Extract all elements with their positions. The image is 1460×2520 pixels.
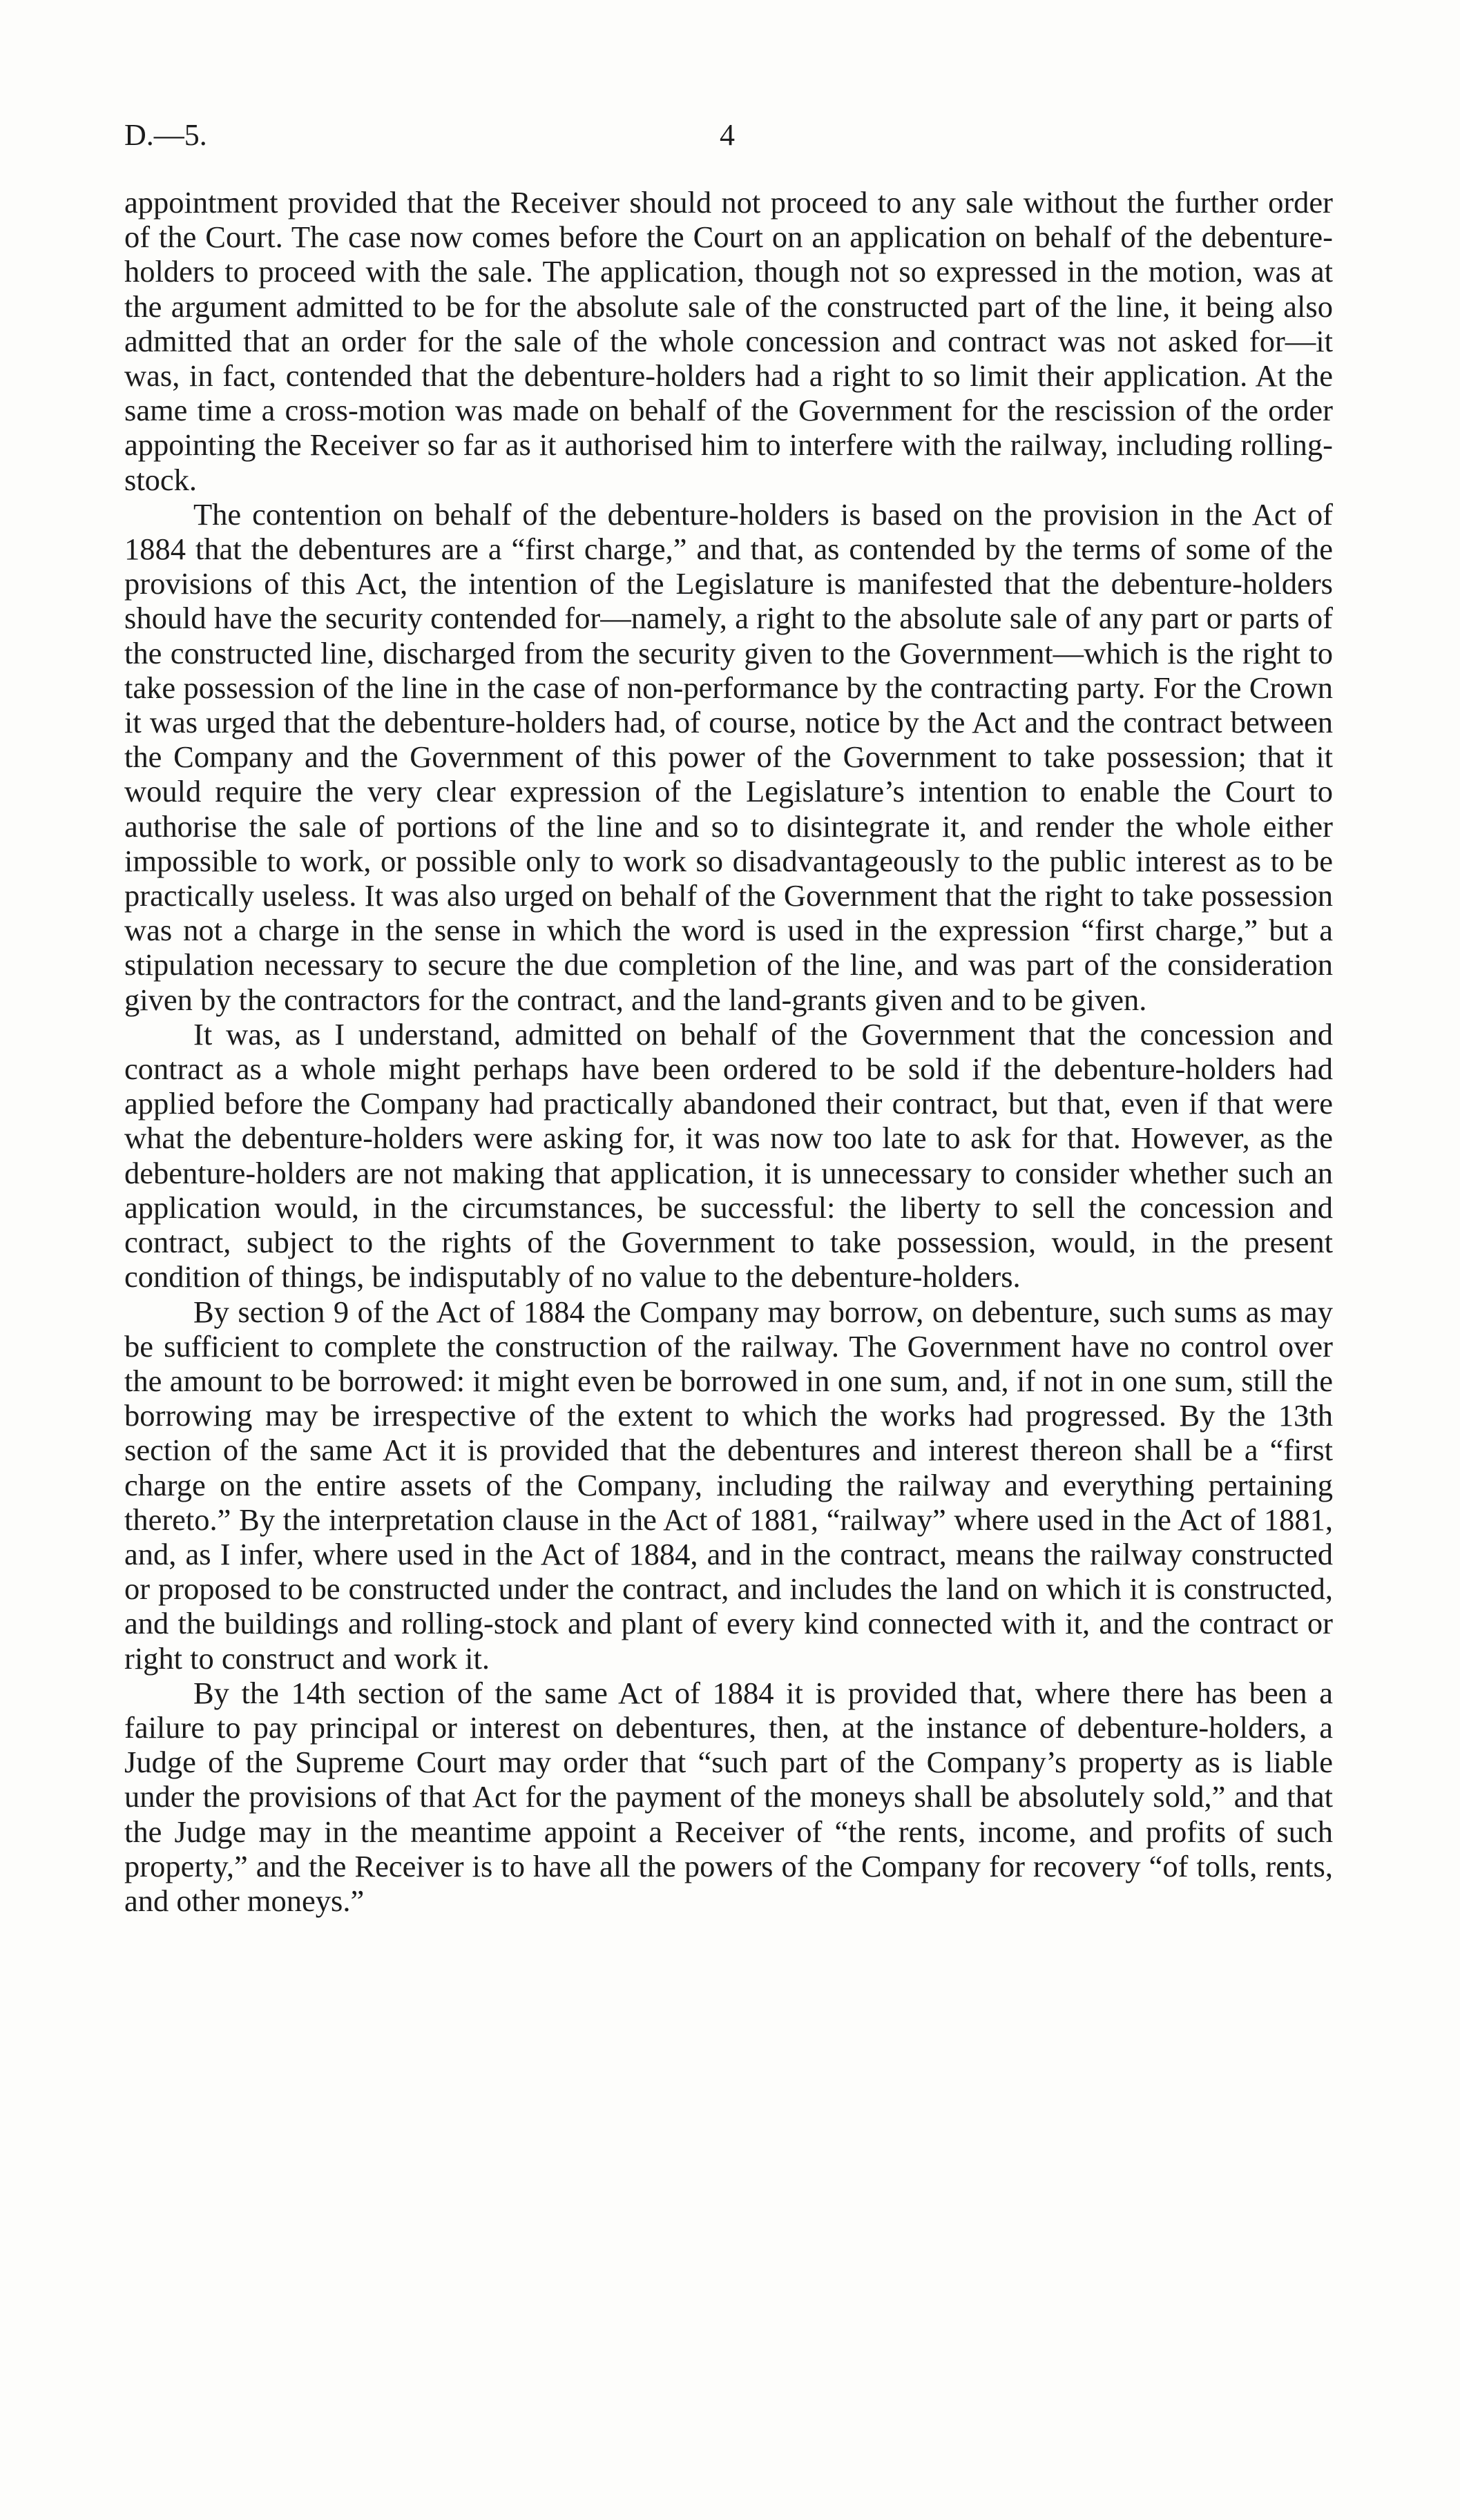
paragraph: It was, as I understand, admitted on behalf of the Government that the concession and contract as a whole might perhaps have been ordered to be sold if the debenture-holders had applied before the Company had practically abandoned their contract, but that, even if that were what the debenture-holders were asking for, it was now too late to ask for that. However, as the debenture-holders are not making that application, it is unnecessary to consider whether such an application would, in the circumstances, be successful: the liberty to sell the concession and contract, subject to the rights of the Government to take possession, would, in the present condition of things, be indisputably of no value to the debenture-holders. xyxy=(124,1016,1333,1295)
paragraph: By section 9 of the Act of 1884 the Company may borrow, on debenture, such sums as may be sufficient to complete the construction of the railway. The Government have no control over the amount to be borrowed: it might even be borrowed in one sum, and, if not in one sum, still the borrowing may be irrespective of the extent to which the works had progressed. By the 13th section of the same Act it is provided that the debentures and interest thereon shall be a “first charge on the entire assets of the Company, including the railway and everything pertaining thereto.” By the interpretation clause in the Act of 1881, “railway” where used in the Act of 1881, and, as I infer, where used in the Act of 1884, and in the contract, means the railway constructed or proposed to be constructed under the contract, and includes the land on which it is constructed, and the buildings and rolling-stock and plant of every kind connected with it, and the contract or right to construct and work it. xyxy=(124,1294,1333,1676)
paragraph: appointment provided that the Receiver should not proceed to any sale without the further order of the Court. The case now comes before the Court on an application on behalf of the debenture-holders to proceed with the sale. The application, though not so expressed in the motion, was at the argument admitted to be for the absolute sale of the constructed part of the line, it being also admitted that an order for the sale of the whole concession and contract was not asked for—it was, in fact, contended that the debenture-holders had a right to so limit their application. At the same time a cross-motion was made on behalf of the Government for the rescission of the order appointing the Receiver so far as it authorised him to interfere with the railway, including rolling-stock. xyxy=(124,185,1333,497)
document-reference: D.—5. xyxy=(124,118,207,152)
page-number: 4 xyxy=(720,118,735,152)
body-text xyxy=(124,185,1333,1918)
page-header xyxy=(124,117,1333,159)
paragraph: The contention on behalf of the debenture-holders is based on the provision in the Act of 1884 that the debentures are a “first charge,” and that, as contended by the terms of some of the provisions of this Act, the intention of the Legislature is manifested that the debenture-holders should have the security contended for—namely, a right to the absolute sale of any part or parts of the constructed line, discharged from the security given to the Government—which is the right to take possession of the line in the case of non-performance by the contracting party. For the Crown it was urged that the debenture-holders had, of course, notice by the Act and the contract between the Company and the Government of this power of the Government to take possession; that it would require the very clear expression of the Legislature’s intention to enable the Court to authorise the sale of portions of the line and so to disintegrate it, and render the whole either impossible to work, or possible only to work so disadvantageously to the public interest as to be practically useless. It was also urged on behalf of the Government that the right to take possession was not a charge in the sense in which the word is used in the expression “first charge,” but a stipulation necessary to secure the due completion of the line, and was part of the consideration given by the contractors for the contract, and the land-grants given and to be given. xyxy=(124,496,1333,1017)
paragraph: By the 14th section of the same Act of 1884 it is provided that, where there has been a failure to pay principal or interest on debentures, then, at the instance of debenture-holders, a Judge of the Supreme Court may order that “such part of the Company’s property as is liable under the provisions of that Act for the payment of the moneys shall be absolutely sold,” and that the Judge may in the meantime appoint a Receiver of “the rents, income, and profits of such property,” and the Receiver is to have all the powers of the Company for recovery “of tolls, rents, and other moneys.” xyxy=(124,1675,1333,1918)
